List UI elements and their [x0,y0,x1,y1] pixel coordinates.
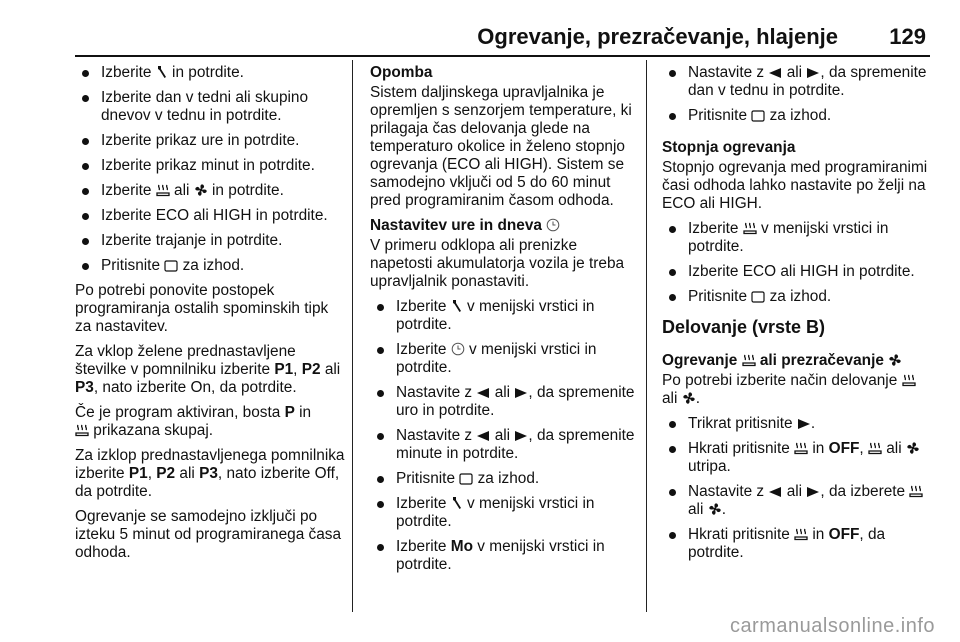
column-1 [75,64,345,569]
paragraph: Za vklop želene prednastavljene številke v pomnilniku izberite P1, P2 ali P3, nato izberite On, da potrdite. [75,343,341,396]
right-triangle-icon [514,387,528,399]
heat-waves-icon [156,183,170,197]
left-triangle-icon [768,67,782,79]
right-triangle-icon [806,486,820,498]
heat-waves-icon [909,484,923,498]
page-title: Ogrevanje, prezračevanje, hlajenje [477,24,838,49]
list-item: Hkrati pritisnite in OFF, da potrdite. [662,526,932,562]
list-item: Izberite v menijski vrstici in potrdite. [370,341,640,377]
wrench-icon [451,299,463,313]
list-item: Izberite prikaz minut in potrdite. [75,157,345,175]
right-triangle-icon [806,67,820,79]
header-divider [75,55,930,57]
left-triangle-icon [476,430,490,442]
fan-icon [194,183,208,197]
column-2 [370,64,640,581]
page-number: 129 [889,24,926,49]
exit-box-icon [459,473,473,485]
left-triangle-icon [476,387,490,399]
list-item: Izberite in potrdite. [75,64,345,82]
paragraph: Po potrebi ponovite postopek programiranja ostalih spominskih tipk za nastavitev. [75,282,329,335]
list-item: Hkrati pritisnite in OFF, ali utripa. [662,440,932,476]
fan-icon [888,353,902,367]
note-text: Sistem daljinskega upravljalnika je opremljen s senzorjem temperature, ki prilagaja čas delovanja glede na temperaturo okolice in želeno stopnjo ogrevanja (ECO ali HIGH). Sistem se samodejno vključi od 5 do 60 minut pred programiranim časom odhoda. [370,84,632,209]
list-item: Izberite v menijski vrstici in potrdite. [662,220,932,256]
list-item: Pritisnite za izhod. [370,470,640,488]
wrench-icon [451,496,463,510]
heat-waves-icon [902,373,916,387]
list-item: Izberite ECO ali HIGH in potrdite. [75,207,345,225]
list-item: Nastavite z ali , da spremenite dan v tednu in potrdite. [662,64,932,100]
list-item: Nastavite z ali , da spremenite minute in potrdite. [370,427,640,463]
subheading: Stopnja ogrevanja [662,139,796,156]
column-divider-right [646,60,647,612]
paragraph: Če je program aktiviran, bosta P in prikazana skupaj. [75,404,312,439]
paragraph: V primeru odklopa ali prenizke napetosti akumulatorja vozila je treba upravljalnik ponastaviti. [370,237,625,290]
heat-waves-icon [742,353,756,367]
column-divider-left [352,60,353,612]
list-item: Izberite Mo v menijski vrstici in potrdite. [370,538,640,574]
left-triangle-icon [768,486,782,498]
right-triangle-icon [797,418,811,430]
fan-icon [708,502,722,516]
section-heading: Delovanje (vrste B) [662,317,826,337]
heat-waves-icon [794,441,808,455]
list-item: Nastavite z ali , da spremenite uro in potrdite. [370,384,640,420]
list-item: Izberite v menijski vrstici in potrdite. [370,495,640,531]
exit-box-icon [751,291,765,303]
subheading: Nastavitev ure in dneva [370,217,640,235]
column-3 [662,64,932,569]
list-item: Izberite ECO ali HIGH in potrdite. [662,263,932,281]
list-item: Izberite trajanje in potrdite. [75,232,345,250]
list-item: Izberite prikaz ure in potrdite. [75,132,345,150]
clock-icon [546,218,560,232]
paragraph: Stopnjo ogrevanja med programiranimi časi odhoda lahko nastavite po želji na ECO ali HIGH. [662,159,928,212]
exit-box-icon [751,110,765,122]
watermark: carmanualsonline.info [729,615,935,637]
list-item: Pritisnite za izhod. [662,107,932,125]
clock-icon [451,342,465,356]
list-item: Pritisnite za izhod. [75,257,345,275]
list-item: Izberite ali in potrdite. [75,182,345,200]
subheading: Ogrevanje ali prezračevanje [662,352,932,370]
list-item: Izberite v menijski vrstici in potrdite. [370,298,640,334]
paragraph: Za izklop prednastavljenega pomnilnika izberite P1, P2 ali P3, nato izberite Off, da potrdite. [75,447,345,500]
list-item: Nastavite z ali , da izberete ali . [662,483,932,519]
exit-box-icon [164,260,178,272]
heat-waves-icon [794,527,808,541]
wrench-icon [156,65,168,79]
page-header [0,0,960,60]
list-item: Trikrat pritisnite . [662,415,932,433]
paragraph: Ogrevanje se samodejno izključi po izteku 5 minut od programiranega časa odhoda. [75,508,342,561]
note-title: Opomba [370,64,433,81]
list-item: Izberite dan v tedni ali skupino dnevov v tednu in potrdite. [75,89,345,125]
fan-icon [682,391,696,405]
heat-waves-icon [75,423,89,437]
heat-waves-icon [868,441,882,455]
right-triangle-icon [514,430,528,442]
paragraph: Po potrebi izberite način delovanje ali . [662,372,932,408]
list-item: Pritisnite za izhod. [662,288,932,306]
fan-icon [906,441,920,455]
heat-waves-icon [743,221,757,235]
